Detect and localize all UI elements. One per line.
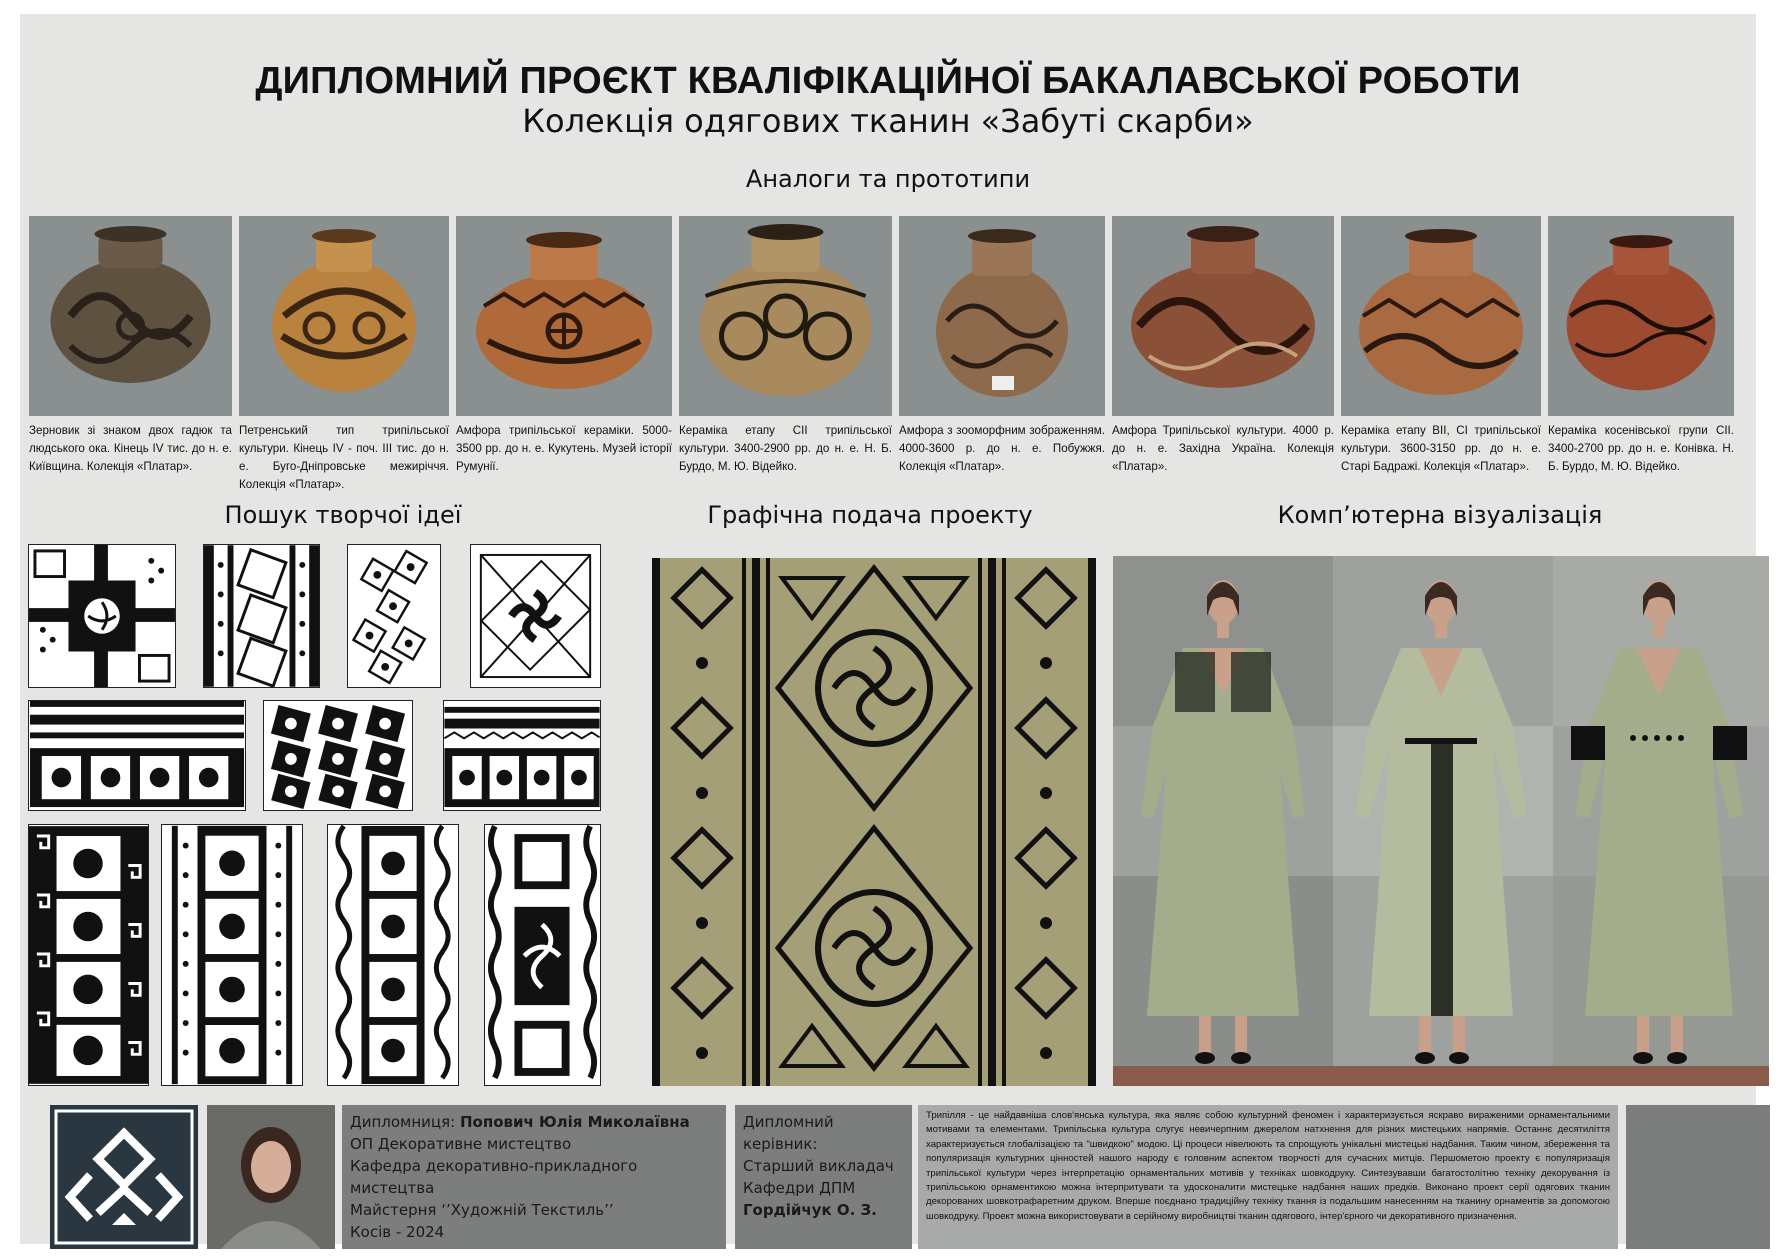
author-label: Дипломниця: xyxy=(350,1113,456,1131)
author-workshop: Майстерня ‘’Художній Текстиль’’ xyxy=(350,1201,614,1219)
ceramic-image-2 xyxy=(239,216,449,416)
ceramic-image-5 xyxy=(899,216,1105,416)
page-title: ДИПЛОМНИЙ ПРОЄКТ КВАЛІФІКАЦІЙНОЇ БАКАЛАВСЬКОЇ РОБОТИ xyxy=(255,60,1521,102)
blank-panel xyxy=(1626,1105,1770,1249)
author-program: ОП Декоративне мистецтво xyxy=(350,1135,572,1153)
pattern-sketch-5 xyxy=(28,700,246,811)
pattern-sketch-6 xyxy=(263,700,413,811)
project-description: Трипілля - це найдавніша слов'янська культура, яка являє собою культурний феномен і характеризується яскраво вираженими орнаментальними мотивами та елементами. Трипільська культура слугує невичерпним джерелом натхнення для різних мистецьких напрямів. Останнє десятиліття характеризується глобалізацією та "швидкою" модою. Ці процеси нівелюють та спрощують унікальні мистецькі надбання. Таким чином, збереження та популяризація культурних цінностей нашого народу є головним аспектом творчості для сучасних митців. Першометою проекту є популяризація трипільської культури через інтерпретацію орнаментальних мотивів у техніках шовкодруку. Синтезувавши багатостолітню техніку декорування із трипільською орнаментикою можна інтерпритувати та удосконалити мистецьке надбання наших предків. Виконано проект серії одягових тканин декорованих шовкотрафаретним друком. Вперше поєднано традиційну техніку ткання із подальшим нанесенням на тканину орнаментів за допомогою шовкодруку. Проект можна використовувати в серійному виробництві тканин одягового, інтер'єрного чи декоративного призначення. xyxy=(918,1105,1618,1249)
pattern-sketch-1 xyxy=(28,544,176,688)
ceramic-image-1 xyxy=(29,216,232,416)
ceramic-caption-5: Амфора з зооморфним зображенням. 4000-3600 р. до н. е. Побужжя. Колекція «Платар». xyxy=(899,424,1105,473)
ceramic-caption-1: Зерновик зі знаком двох гадюк та людського ока. Кінець IV тис. до н. е. Київщина. Колекція «Платар». xyxy=(29,424,232,473)
pattern-sketch-8 xyxy=(28,824,149,1086)
page-subtitle: Колекція одягових тканин «Забуті скарби» xyxy=(522,102,1254,140)
section-title-visualization: Комп’ютерна візуалізація xyxy=(1277,501,1603,529)
poster xyxy=(20,14,1756,1244)
ceramic-caption-7: Кераміка етапу BII, CI трипільської культури. 3600-3150 рр. до н. е. Старі Бадражі. Колекція «Платар». xyxy=(1341,424,1541,473)
ceramic-image-8 xyxy=(1548,216,1734,416)
ceramic-caption-8: Кераміка косенівської групи CII. 3400-2700 рр. до н. е. Конівка. Н. Б. Бурдо, М. Ю. Відейко. xyxy=(1548,424,1734,473)
author-city-year: Косів - 2024 xyxy=(350,1223,445,1241)
ceramic-caption-4: Кераміка етапу CII трипільської культури. 3400-2900 рр. до н. е. Н. Б. Бурдо, М. Ю. Відейко. xyxy=(679,424,892,473)
ceramic-image-7 xyxy=(1341,216,1541,416)
supervisor-department: Кафедри ДПМ xyxy=(743,1179,856,1197)
pattern-sketch-9 xyxy=(161,824,303,1086)
supervisor-info xyxy=(735,1105,912,1249)
supervisor-label: Дипломний керівник: xyxy=(743,1113,834,1153)
author-photo xyxy=(207,1105,335,1249)
ceramic-caption-3: Амфора трипільської кераміки. 5000-3500 рр. до н. е. Кукутень. Музей історії Румунії. xyxy=(456,424,672,473)
ceramic-image-4 xyxy=(679,216,892,416)
ceramic-caption-2: Петренський тип трипільської культури. Кінець IV - поч. III тис. до н. е. Буго-Дніпровське межиріччя. Колекція «Платар». xyxy=(239,424,449,491)
trypillia-logo xyxy=(50,1105,198,1249)
author-department: Кафедра декоративно-прикладного мистецтва xyxy=(350,1157,638,1197)
pattern-sketch-4 xyxy=(470,544,601,688)
section-title-search: Пошук творчої ідеї xyxy=(224,501,462,529)
pattern-sketch-10 xyxy=(327,824,459,1086)
ceramic-image-3 xyxy=(456,216,672,416)
fabric-design-panel xyxy=(652,558,1096,1086)
pattern-sketch-11 xyxy=(484,824,601,1086)
computer-visualization xyxy=(1113,556,1769,1086)
ceramic-image-6 xyxy=(1112,216,1334,416)
ceramic-caption-6: Амфора Трипільської культури. 4000 р. до н. е. Західна Україна. Колекція «Платар». xyxy=(1112,424,1334,473)
pattern-sketch-3 xyxy=(347,544,441,688)
pattern-sketch-7 xyxy=(443,700,601,811)
supervisor-name: Гордійчук О. З. xyxy=(743,1201,877,1219)
author-name: Попович Юлія Миколаївна xyxy=(459,1113,690,1131)
author-info xyxy=(342,1105,726,1249)
section-title-analogs: Аналоги та прототипи xyxy=(745,165,1031,193)
section-title-graphic: Графічна подача проекту xyxy=(707,501,1033,529)
supervisor-position: Старший викладач xyxy=(743,1157,894,1175)
pattern-sketch-2 xyxy=(203,544,320,688)
